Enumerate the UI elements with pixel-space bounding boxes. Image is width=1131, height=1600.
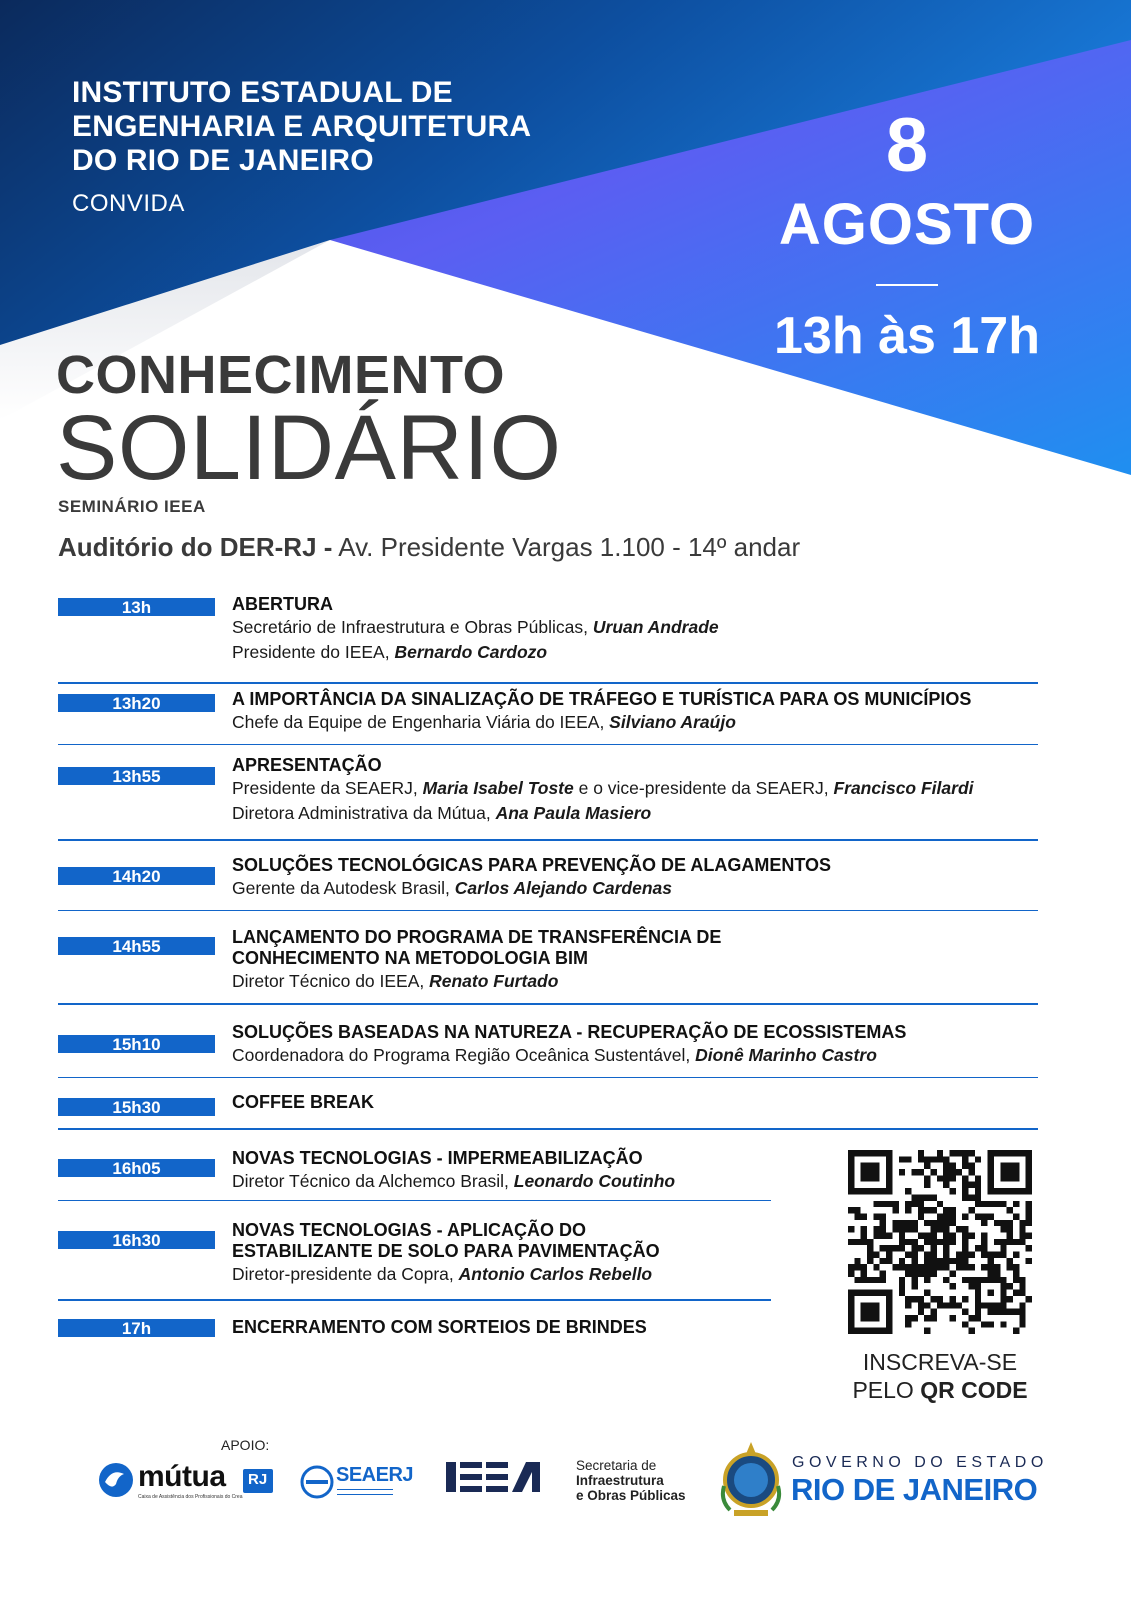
ieea-mark-icon	[446, 1462, 542, 1492]
agenda-title: NOVAS TECNOLOGIAS - IMPERMEABILIZAÇÃO	[232, 1147, 643, 1168]
agenda-time: 13h55	[58, 767, 215, 785]
agenda-title: CONHECIMENTO NA METODOLOGIA BIM	[232, 948, 589, 968]
mutua-rj: RJ	[248, 1471, 268, 1488]
agenda-time: 15h10	[58, 1035, 215, 1053]
governo-top: GOVERNO DO ESTADO	[792, 1454, 1048, 1471]
governo-bottom: RIO DE JANEIRO	[791, 1472, 1038, 1507]
qr-caption	[830, 1348, 1050, 1404]
speaker-name: Maria Isabel Toste	[422, 778, 574, 798]
event-month: AGOSTO	[778, 192, 1036, 257]
agenda-time: 13h20	[58, 694, 215, 712]
agenda-time: 14h55	[58, 937, 215, 955]
agenda-speaker: Diretor Técnico do IEEA, Renato Furtado	[232, 971, 559, 991]
event-date	[742, 100, 1072, 366]
agenda-time: 16h05	[58, 1159, 215, 1177]
agenda-title: ENCERRAMENTO COM SORTEIOS DE BRINDES	[232, 1316, 647, 1337]
agenda-speaker: Chefe da Equipe de Engenharia Viária do IEEA, Silviano Araújo	[232, 711, 736, 732]
convida-text: CONVIDA	[72, 190, 185, 217]
agenda-title: ABERTURA	[232, 594, 333, 614]
agenda-item	[58, 745, 1038, 825]
agenda-title: LANÇAMENTO DO PROGRAMA DE TRANSFERÊNCIA DE	[232, 927, 722, 947]
agenda-speaker: Diretora Administrativa da Mútua, Ana Paula Masiero	[232, 803, 652, 823]
secretaria-line: e Obras Públicas	[576, 1488, 686, 1503]
mutua-wordmark: mútua	[138, 1460, 226, 1493]
agenda-title: COFFEE BREAK	[232, 1092, 375, 1112]
event-day: 8	[885, 103, 929, 188]
speaker-name: Ana Paula Masiero	[495, 803, 652, 823]
agenda-time: 13h	[58, 598, 215, 616]
agenda-speaker: Presidente do IEEA, Bernardo Cardozo	[232, 642, 548, 662]
speaker-name: Dionê Marinho Castro	[695, 1044, 877, 1065]
agenda-time: 15h30	[58, 1098, 215, 1116]
agenda-speaker: Coordenadora do Programa Região Oceânica Sustentável, Dionê Marinho Castro	[232, 1044, 877, 1065]
agenda-title: A IMPORTÂNCIA DA SINALIZAÇÃO DE TRÁFEGO E TURÍSTICA PARA OS MUNICÍPIOS	[232, 688, 972, 709]
agenda-title: APRESENTAÇÃO	[232, 755, 382, 775]
venue	[58, 532, 800, 563]
agenda-speaker: Diretor-presidente da Copra, Antonio Carlos Rebello	[232, 1264, 653, 1284]
mutua-logo	[98, 1462, 278, 1502]
speaker-name: Carlos Alejando Cardenas	[454, 877, 672, 898]
speaker-name: Renato Furtado	[429, 971, 559, 991]
qr-caption-line: PELO QR CODE	[852, 1377, 1028, 1403]
qr-caption-line: INSCREVA-SE	[862, 1349, 1018, 1375]
secretaria-logo	[576, 1458, 706, 1503]
event-time: 13h às 17h	[774, 307, 1040, 365]
agenda-time: 14h20	[58, 867, 215, 885]
governo-rj-logo	[716, 1440, 1056, 1520]
agenda-item	[58, 1005, 1038, 1067]
agenda-item	[58, 841, 1038, 901]
agenda-title: NOVAS TECNOLOGIAS - APLICAÇÃO DO	[232, 1220, 587, 1240]
agenda-speaker: Diretor Técnico da Alchemco Brasil, Leonardo Coutinho	[232, 1170, 676, 1191]
qr-code[interactable]	[848, 1150, 1032, 1334]
institution-line: INSTITUTO ESTADUAL DE	[72, 76, 453, 109]
agenda-title: SOLUÇÕES TECNOLÓGICAS PARA PREVENÇÃO DE ALAGAMENTOS	[232, 854, 832, 875]
venue-address: Av. Presidente Vargas 1.100 - 14º andar	[332, 532, 801, 562]
speaker-name: Bernardo Cardozo	[394, 642, 548, 662]
agenda-item	[58, 590, 1038, 668]
speaker-name: Leonardo Coutinho	[513, 1170, 676, 1191]
agenda-title: ESTABILIZANTE DE SOLO PARA PAVIMENTAÇÃO	[232, 1241, 660, 1261]
venue-name: Auditório do DER-RJ -	[58, 532, 333, 562]
apoio-label: APOIO:	[221, 1437, 270, 1453]
secretaria-line: Secretaria de	[576, 1458, 657, 1473]
event-subtitle: SEMINÁRIO IEEA	[58, 497, 206, 516]
agenda-speaker: Presidente da SEAERJ, Maria Isabel Toste e o vice-presidente da SEAERJ, Francisco Filardi	[232, 778, 974, 798]
agenda-title: SOLUÇÕES BASEADAS NA NATUREZA - RECUPERAÇÃO DE ECOSSISTEMAS	[232, 1021, 907, 1042]
speaker-name: Uruan Andrade	[592, 617, 719, 637]
institution-line: DO RIO DE JANEIRO	[72, 144, 374, 177]
speaker-name: Francisco Filardi	[833, 778, 974, 798]
date-divider	[876, 284, 938, 286]
secretaria-line: Infraestrutura	[576, 1473, 664, 1488]
institution-line: ENGENHARIA E ARQUITETURA	[72, 110, 532, 143]
speaker-name: Silviano Araújo	[609, 711, 736, 732]
state-coat-of-arms-icon	[716, 1440, 786, 1520]
agenda-item	[58, 911, 1038, 995]
seaerj-wordmark: SEAERJ	[336, 1464, 414, 1486]
seaerj-logo	[300, 1462, 414, 1502]
agenda-item	[58, 684, 1038, 736]
title-line-2: SOLIDÁRIO	[56, 397, 562, 499]
mutua-subtitle: Caixa de Assistência dos Profissionais do Crea	[138, 1494, 243, 1500]
institution-name	[72, 76, 632, 178]
ieea-logo	[446, 1462, 546, 1502]
agenda-time: 17h	[58, 1319, 215, 1337]
agenda-time: 16h30	[58, 1231, 215, 1249]
title-line-1: CONHECIMENTO	[56, 345, 506, 405]
agenda-speaker: Secretário de Infraestrutura e Obras Públicas, Uruan Andrade	[232, 617, 719, 637]
agenda-item	[58, 1078, 1038, 1118]
agenda-speaker: Gerente da Autodesk Brasil, Carlos Alejando Cardenas	[232, 877, 672, 898]
speaker-name: Antonio Carlos Rebello	[458, 1264, 653, 1284]
seaerj-underline	[337, 1489, 393, 1495]
